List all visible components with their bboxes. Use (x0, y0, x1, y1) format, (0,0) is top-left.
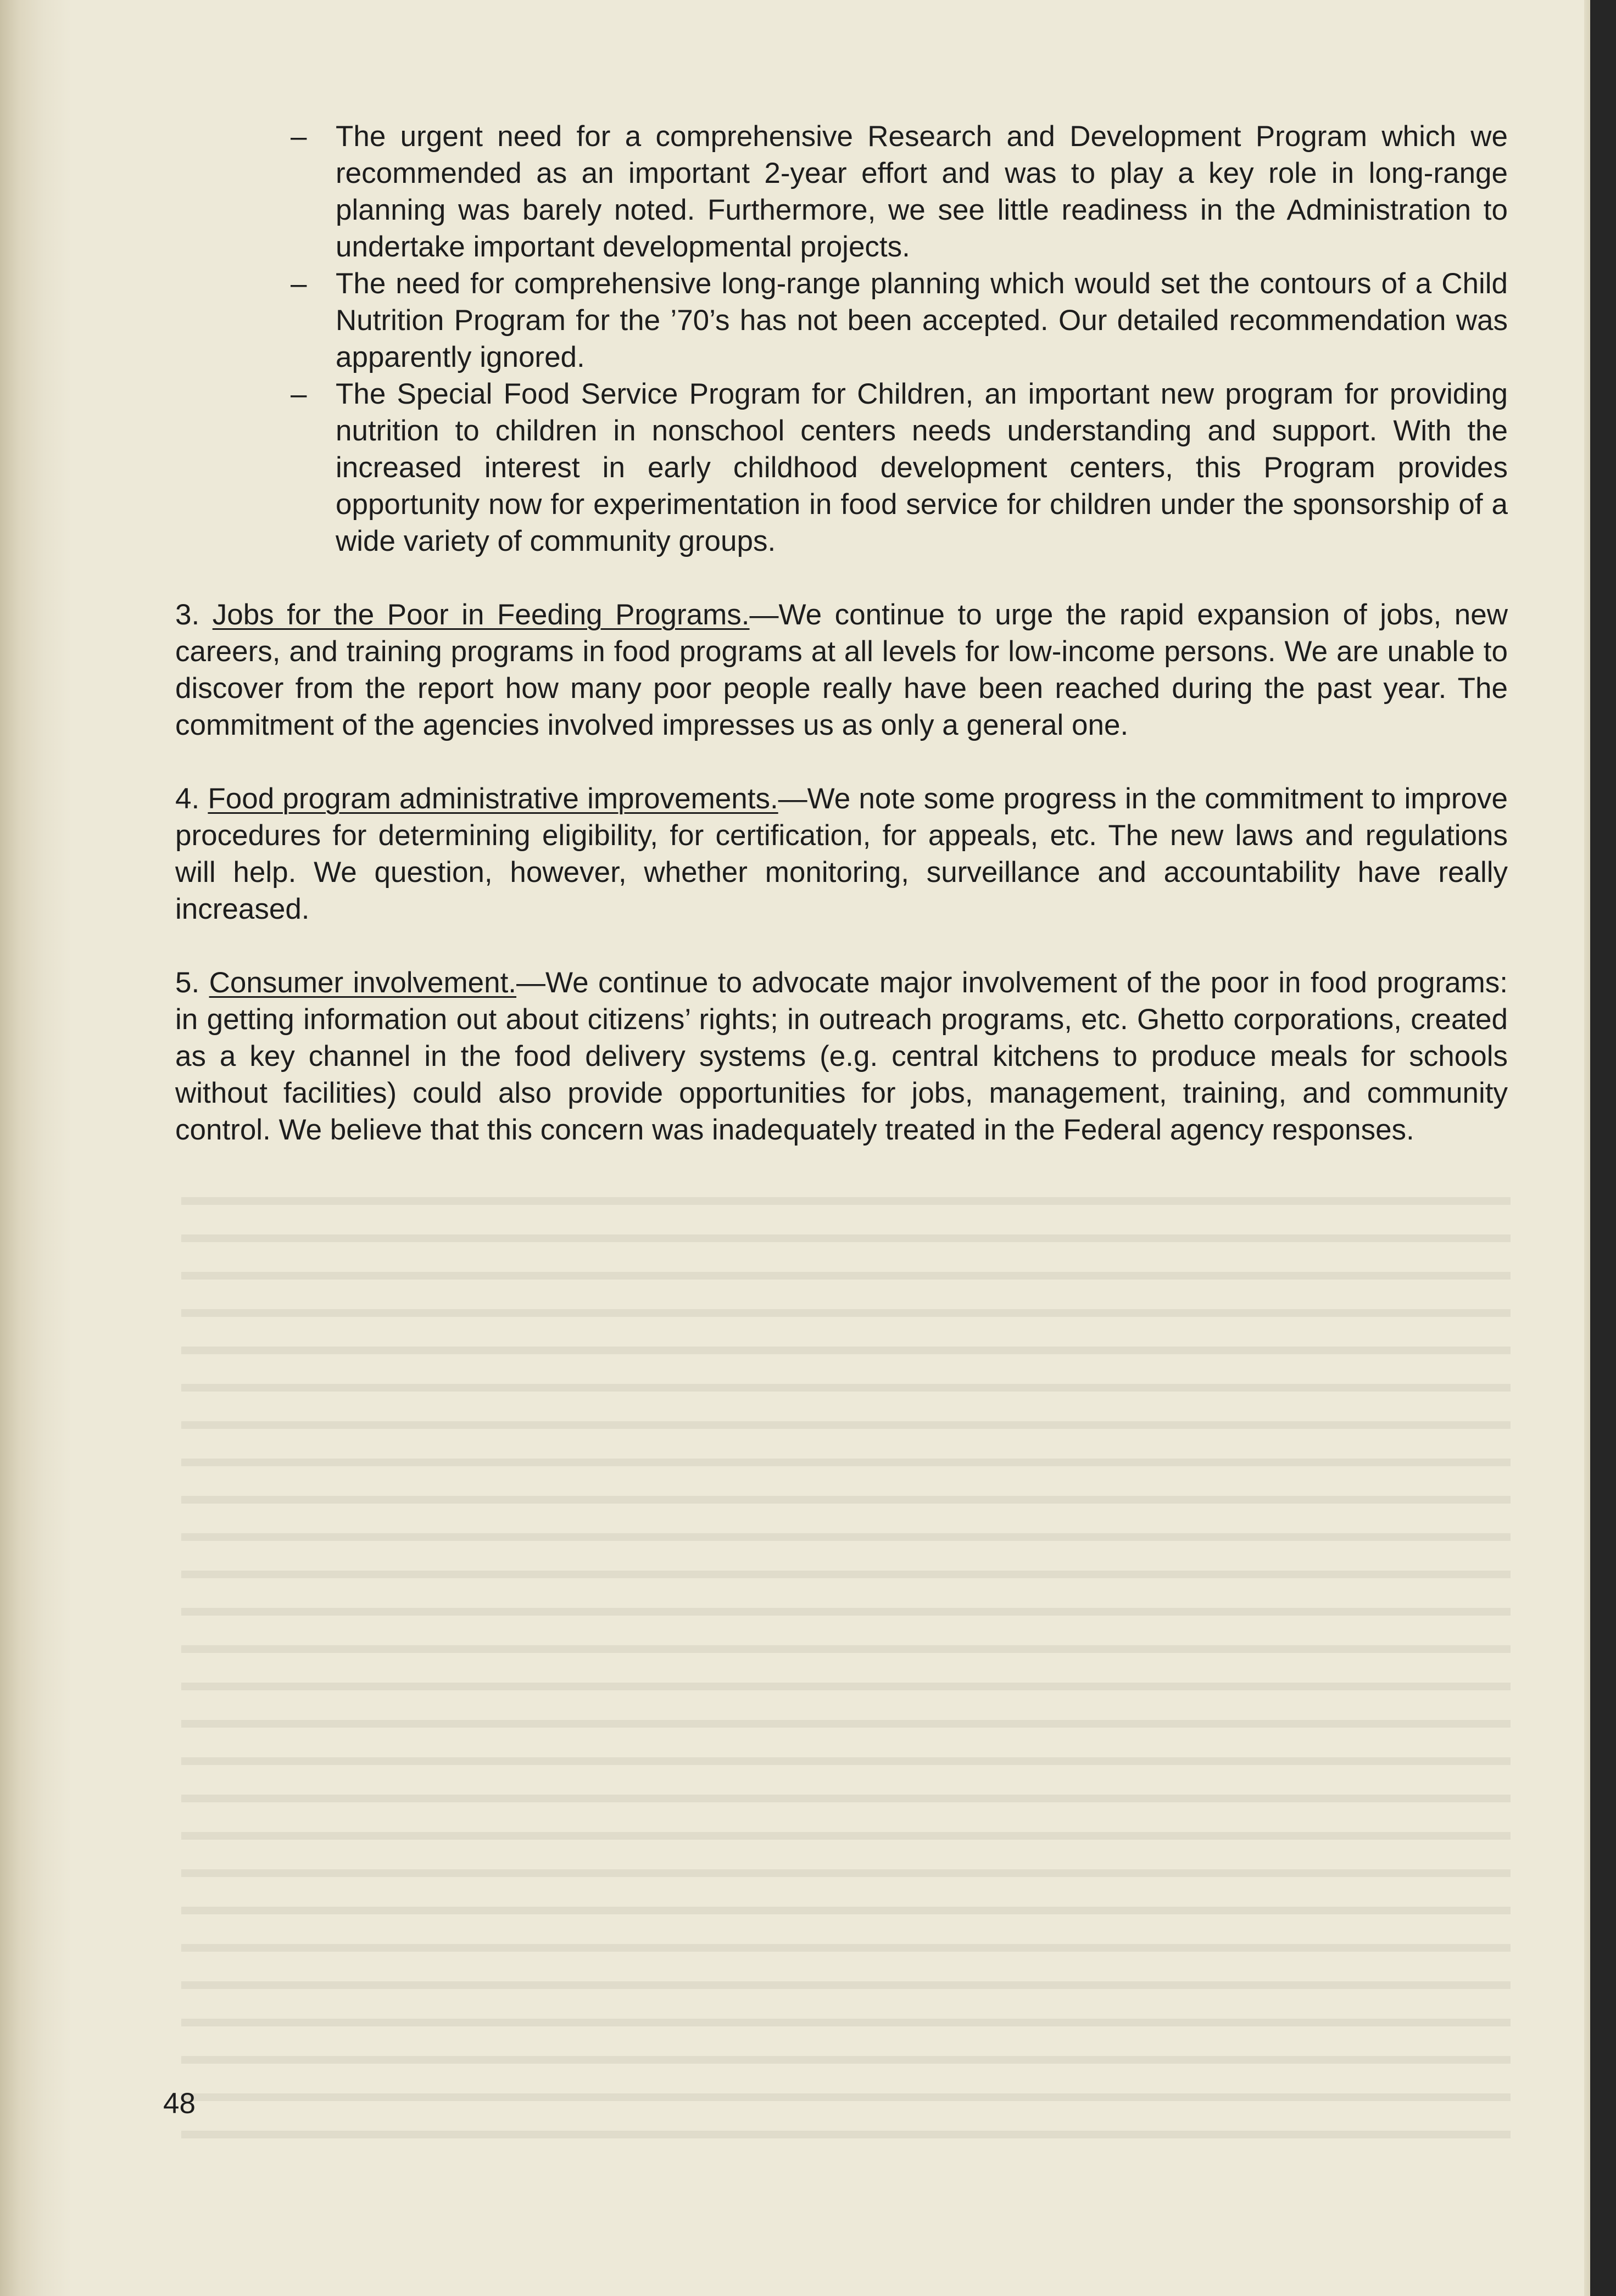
bullet-item (175, 118, 1508, 265)
section-body: —We continue to urge the rapid expansion of jobs, new careers, and training programs in food programs at all levels for low-income persons. We are unable to discover from the report how many poor people really have been reached during the past year. The commitment of the agencies involved impresses us as only a general one. (175, 599, 1508, 741)
section-paragraph-5 (175, 964, 1508, 1148)
page-body (175, 118, 1508, 1148)
bleed-through-texture (181, 1181, 1511, 2142)
bullet-dash: – (291, 120, 307, 153)
bullet-text: The Special Food Service Program for Children, an important new program for providing nutrition to children in nonschool centers needs understanding and support. With the increased interest in early childhood development centers, this Program provides opportunity now for experimentation in food service for children under the sponsorship of a wide variety of community groups. (336, 378, 1508, 557)
section-body: —We note some progress in the commitment to improve procedures for determining eligibility, for certification, for appeals, etc. The new laws and regulations will help. We question, however, whether monitoring, surveillance and accountability have really increased. (175, 783, 1508, 925)
section-body: —We continue to advocate major involvement of the poor in food programs: in getting information out about citizens’ rights; in outreach programs, etc. Ghetto corporations, created as a key channel in the food delivery systems (e.g. central kitchens to produce meals for schools without facilities) could also provide opportunities for jobs, management, training, and community control. We believe that this concern was inadequately treated in the Federal agency responses. (175, 967, 1508, 1146)
section-heading: Food program administrative improvements. (208, 783, 778, 815)
section-heading: Consumer involvement. (209, 967, 517, 999)
section-number: 3. (175, 599, 200, 631)
page-number: 48 (163, 2087, 196, 2120)
bullet-text: The urgent need for a comprehensive Research and Development Program which we recommended as an important 2-year effort and was to play a key role in long-range planning was barely noted. Furthermore, we see little readiness in the Administration to undertake important developmental projects. (336, 120, 1508, 263)
section-paragraph-4 (175, 780, 1508, 928)
bullet-text: The need for comprehensive long-range planning which would set the contours of a Child Nutrition Program for the ’70’s has not been accepted. Our detailed recommendation was apparently ignored. (336, 267, 1508, 373)
section-number: 5. (175, 967, 200, 999)
binding-gutter (0, 0, 71, 2296)
bullet-item (175, 376, 1508, 560)
section-heading: Jobs for the Poor in Feeding Programs. (212, 599, 750, 631)
section-number: 4. (175, 783, 200, 815)
bullet-dash: – (291, 267, 307, 300)
book-cover-edge (1590, 0, 1616, 2296)
section-paragraph-3 (175, 596, 1508, 744)
bullet-dash: – (291, 378, 307, 410)
bullet-item (175, 265, 1508, 376)
